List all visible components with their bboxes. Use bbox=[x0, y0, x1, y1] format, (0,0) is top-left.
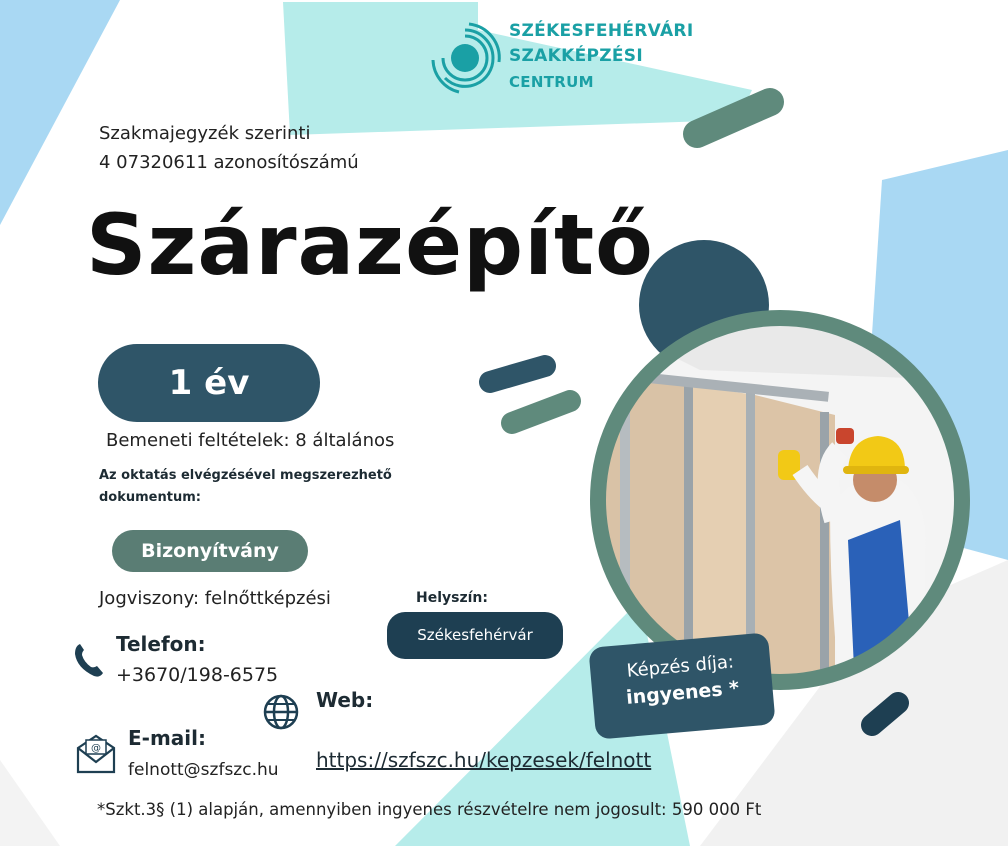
entry-requirements: Bemeneti feltételek: 8 általános bbox=[106, 430, 395, 451]
duration-text: 1 év bbox=[168, 363, 250, 403]
web-link[interactable]: https://szfszc.hu/kepzesek/felnott bbox=[316, 748, 652, 772]
duration-badge bbox=[98, 344, 320, 422]
phone-value[interactable]: +3670/198-6575 bbox=[116, 664, 279, 686]
footnote: *Szkt.3§ (1) alapján, amennyiben ingyenes részvételre nem jogosult: 590 000 Ft bbox=[97, 800, 762, 819]
sage-bar-middle bbox=[512, 401, 570, 423]
logo-line-1: SZÉKESFEHÉRVÁRI bbox=[509, 21, 694, 41]
document-value: Bizonyítvány bbox=[141, 540, 279, 562]
web-label: Web: bbox=[316, 688, 374, 712]
phone-icon bbox=[72, 640, 106, 680]
document-label-line-1: Az oktatás elvégzésével megszerezhető bbox=[99, 468, 392, 483]
page-title: Szárazépítő bbox=[86, 196, 654, 294]
document-badge bbox=[112, 530, 308, 572]
slate-bar-middle bbox=[490, 366, 545, 382]
logo-line-3: CENTRUM bbox=[509, 73, 594, 91]
svg-text:@: @ bbox=[91, 743, 101, 754]
bg-grey-bottom-left bbox=[0, 760, 60, 846]
fee-badge bbox=[588, 632, 775, 739]
location-badge bbox=[387, 612, 563, 659]
intro-line-2: 4 07320611 azonosítószámú bbox=[99, 152, 359, 173]
fee-label: Képzés díja: bbox=[625, 651, 735, 682]
bg-sky-triangle-left bbox=[0, 0, 120, 225]
email-value[interactable]: felnott@szfszc.hu bbox=[128, 760, 279, 780]
globe-icon bbox=[262, 693, 300, 731]
phone-label: Telefon: bbox=[116, 632, 206, 656]
envelope-icon bbox=[74, 734, 118, 774]
fee-value: ingyenes * bbox=[625, 677, 740, 709]
location-value: Székesfehérvár bbox=[417, 626, 533, 644]
logo-line-2: SZAKKÉPZÉSI bbox=[509, 46, 643, 66]
location-label: Helyszín: bbox=[416, 590, 488, 606]
email-label: E-mail: bbox=[128, 726, 207, 750]
legal-relationship: Jogviszony: felnőttképzési bbox=[99, 588, 331, 609]
document-label-line-2: dokumentum: bbox=[99, 490, 201, 505]
intro-line-1: Szakmajegyzék szerinti bbox=[99, 123, 311, 144]
circular-arcs-logo-icon bbox=[425, 22, 505, 94]
